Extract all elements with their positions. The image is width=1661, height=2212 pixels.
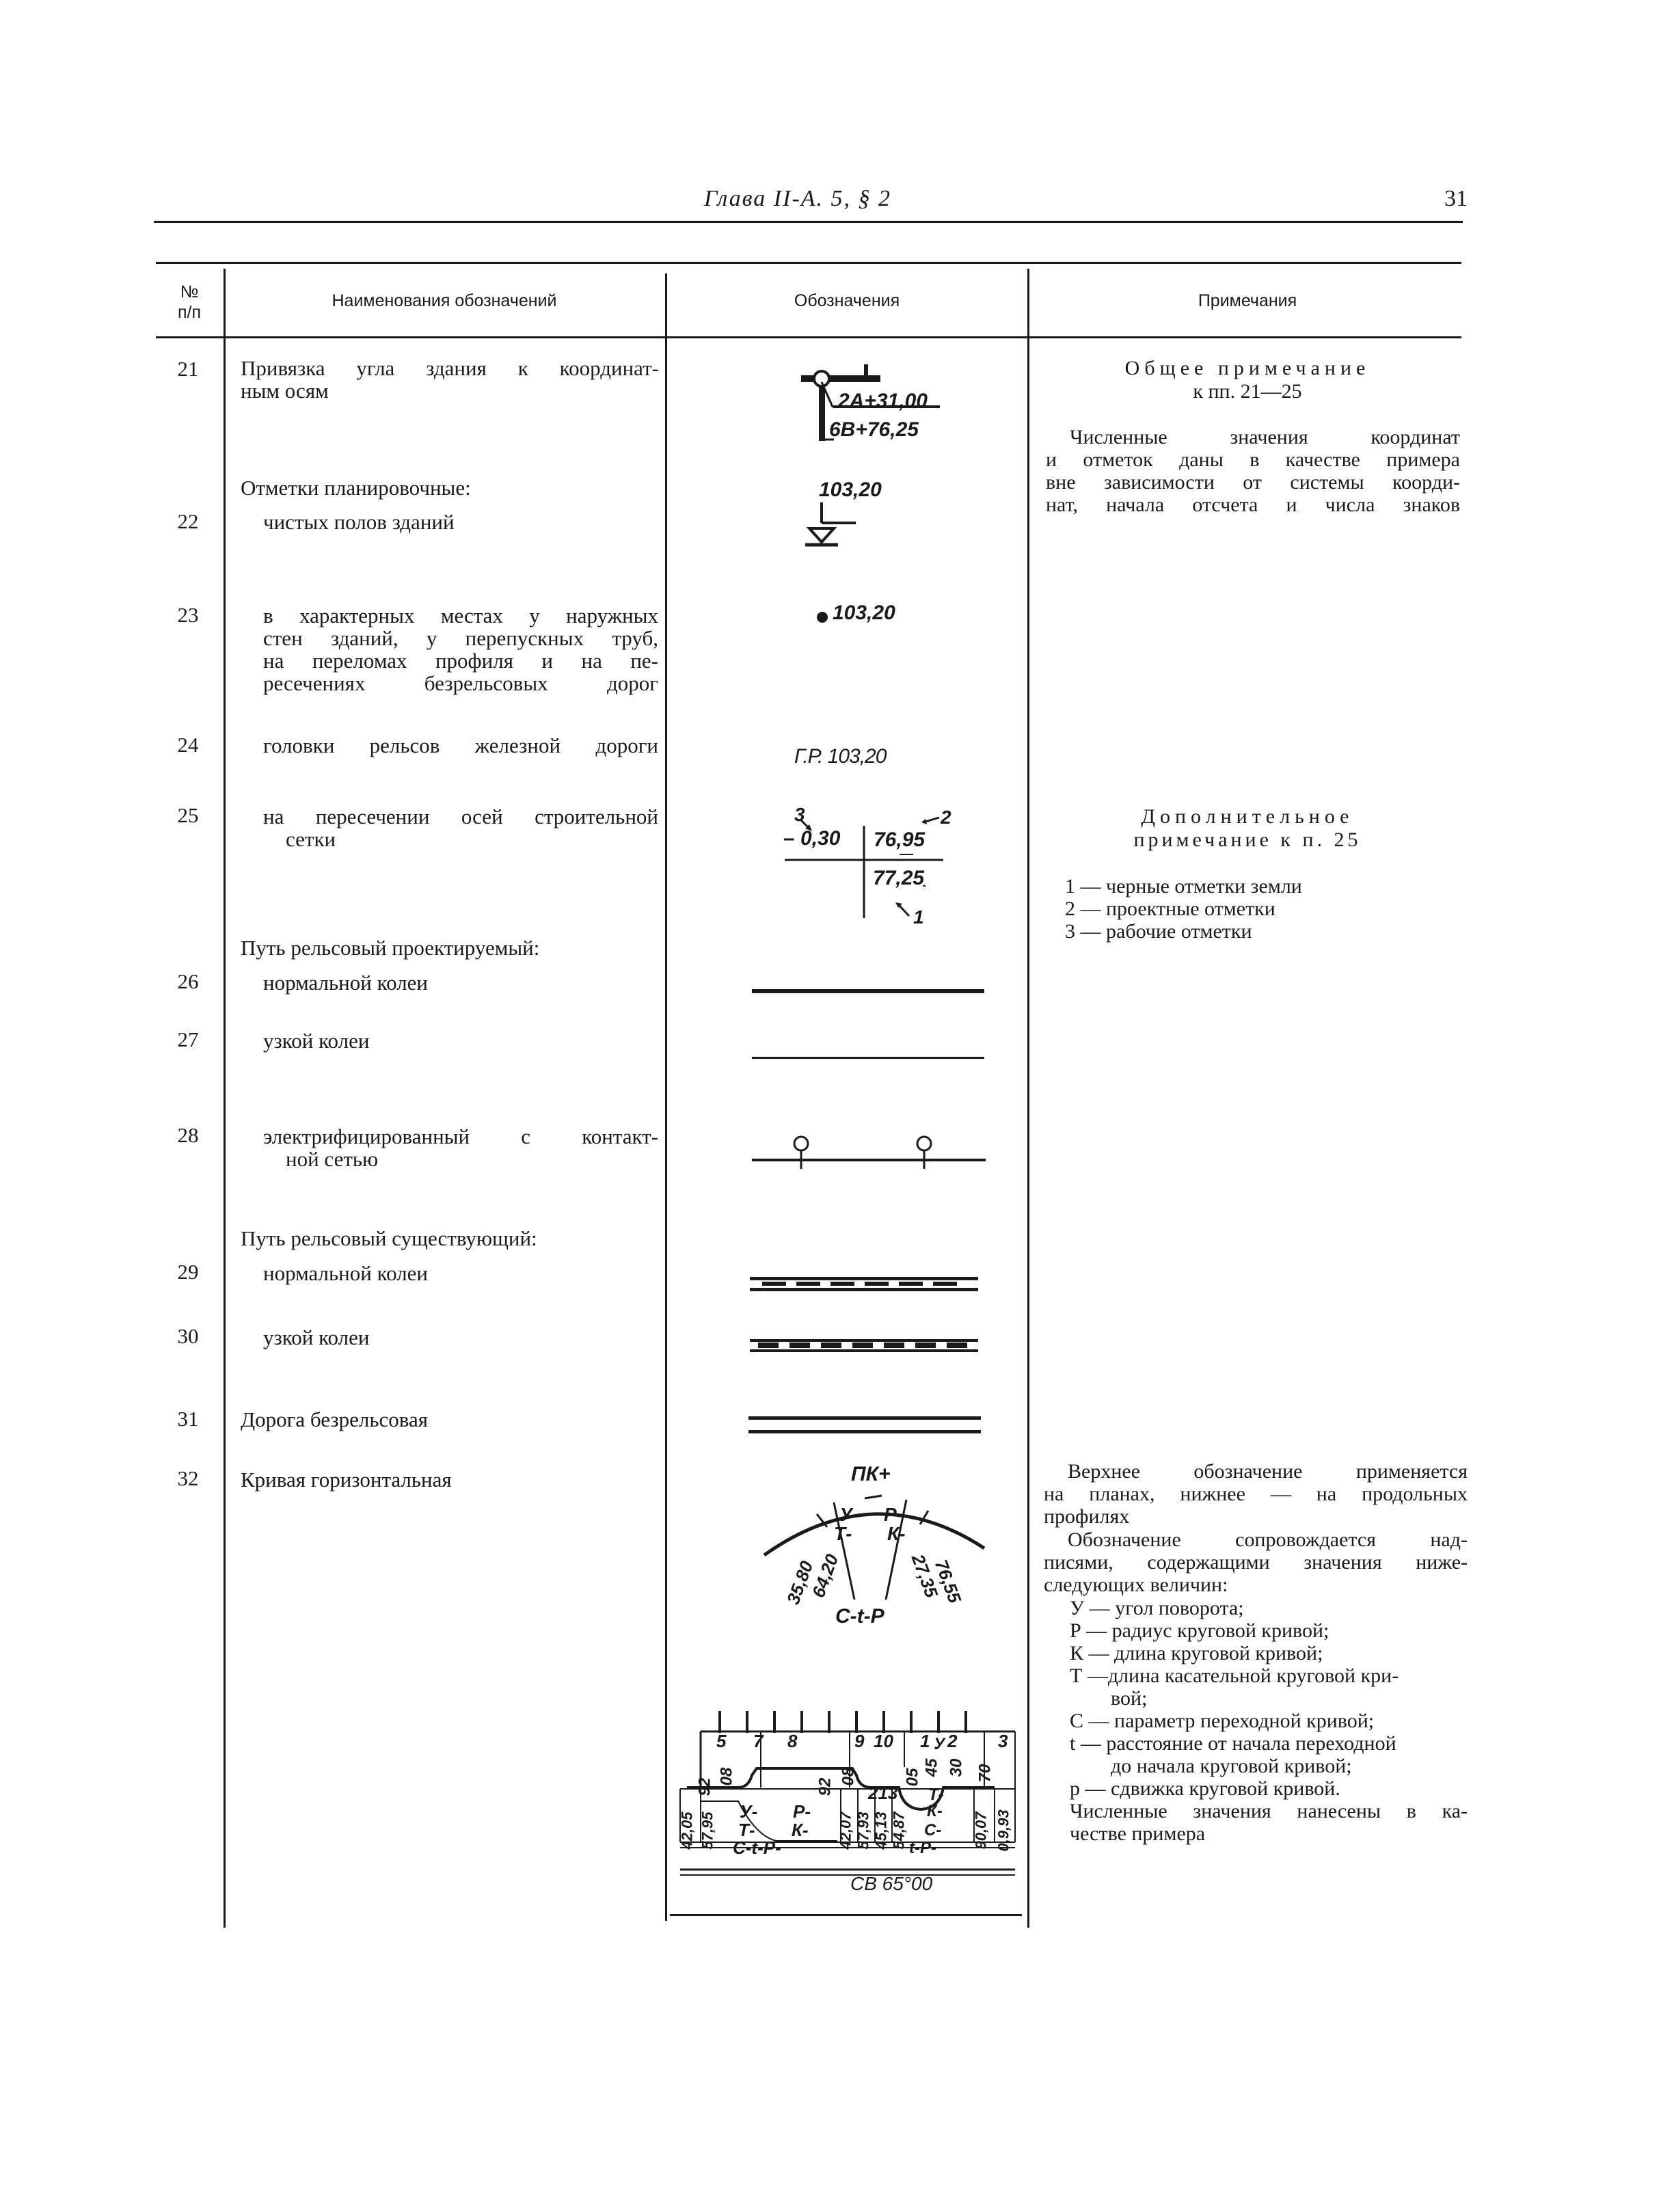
profile-k2: К-	[927, 1802, 943, 1820]
symbol-trackless-road-bottom	[748, 1430, 981, 1433]
profile-08-b: 08	[839, 1767, 858, 1786]
chapter-header: Глава II-А. 5, § 2	[704, 186, 892, 211]
col-divider-3	[1027, 269, 1029, 1928]
profile-tick-5: 5	[716, 1731, 727, 1751]
row-num-30: 30	[177, 1324, 199, 1348]
profile-45: 45	[922, 1758, 941, 1777]
profile-tick-u: У	[934, 1735, 945, 1753]
row-name-25: на пересечении осей строительной	[263, 805, 658, 828]
row-name-26: нормальной колеи	[263, 971, 428, 995]
symbol-32-val-4: 76,55	[930, 1556, 966, 1606]
row-name-28-l2: ной сетью	[286, 1147, 379, 1171]
row-name-27: узкой колеи	[263, 1029, 370, 1053]
symbol-22-mark: 103,20	[819, 478, 882, 501]
note-32-profiles: профилях	[1044, 1505, 1130, 1528]
profile-ctp: С-t-Р-	[733, 1837, 781, 1858]
profile-b1: 42,05	[678, 1811, 696, 1850]
symbol-32-pk: ПК+	[851, 1463, 891, 1485]
row-name-21-l2: ным осям	[241, 379, 329, 403]
symbol-32-r: Р-	[884, 1504, 903, 1525]
profile-b6: 54,87	[890, 1811, 908, 1850]
symbol-21-coord-top: 2А+31,00	[838, 390, 928, 412]
col-divider-2	[665, 273, 667, 1921]
symbol-rail-normal-projected	[752, 989, 984, 993]
symbol-rail-normal-existing	[748, 1274, 981, 1295]
note-extra-title: Дополнительное	[1141, 805, 1354, 828]
symbol-25-work-mark: – 0,30	[783, 827, 841, 850]
row-num-23: 23	[177, 603, 199, 627]
row-num-28: 28	[177, 1123, 199, 1147]
symbol-horizontal-curve-plan	[752, 1483, 998, 1654]
col-header-notes: Примечания	[1198, 291, 1297, 310]
profile-70: 70	[975, 1764, 995, 1783]
symbol-32-val-1: 35,80	[782, 1558, 818, 1608]
profile-b8: 0,9,93	[995, 1809, 1012, 1852]
symbol-rail-electrified	[751, 1135, 987, 1176]
group-heading-existing-rail: Путь рельсовый существующий:	[241, 1226, 537, 1250]
symbol-32-val-2: 64,20	[807, 1551, 843, 1601]
symbol-floor-level-triangle	[793, 502, 868, 549]
page-number: 31	[1444, 186, 1468, 211]
note-extra-item-2: 2 — проектные отметки	[1065, 898, 1275, 920]
group-heading-projected-rail: Путь рельсовый проектируемый:	[241, 936, 540, 960]
profile-30: 30	[947, 1758, 966, 1777]
note-general-title: Общее примечание	[1124, 357, 1370, 379]
symbol-rail-narrow-existing	[748, 1338, 981, 1354]
note-32-example-l2: честве примера	[1070, 1822, 1206, 1845]
row-name-31: Дорога безрельсовая	[241, 1407, 428, 1431]
note-32-example: Численные значения нанесены в ка-	[1070, 1800, 1468, 1822]
symbol-24-rail-head: Г.Р. 103,20	[794, 745, 887, 768]
row-name-24: головки рельсов железной дороги	[263, 733, 658, 757]
col-header-name: Наименования обозначений	[332, 291, 557, 310]
row-num-25: 25	[177, 803, 199, 827]
dot-marker-icon	[816, 611, 828, 623]
profile-u: У-	[740, 1801, 758, 1822]
row-num-22: 22	[177, 509, 199, 533]
profile-r: Р-	[793, 1801, 811, 1822]
symbol-grid-intersection	[779, 805, 957, 928]
profile-tp2: t-Р-	[909, 1839, 936, 1857]
note-extra-item-3: 3 — рабочие отметки	[1065, 920, 1252, 943]
profile-b3: 42,07	[837, 1811, 854, 1850]
note-general-subtitle: к пп. 21—25	[1193, 380, 1302, 403]
row-num-24: 24	[177, 733, 199, 757]
symbol-25-project-mark: 76,95	[874, 828, 926, 851]
profile-t2: Т-	[928, 1785, 944, 1804]
group-heading-planning-marks: Отметки планировочные:	[241, 476, 471, 500]
note-32-list: У — угол поворота; Р — радиус круговой кривой; К — длина круговой кривой; Т —длина касательной круговой кри- вой; С — параметр переходной кривой; t — расстояние от начала переходной до начала круговой кривой; р — сдвижка круговой кривой.	[1070, 1597, 1399, 1800]
profile-t: Т-	[738, 1820, 755, 1840]
profile-92-a: 92	[695, 1777, 714, 1796]
symbol-trackless-road-top	[748, 1416, 981, 1420]
row-name-28: электрифицированный с контакт-	[263, 1124, 658, 1148]
profile-b5: 45,13	[872, 1811, 890, 1850]
col-divider-1	[224, 269, 226, 1928]
note-general-body: Численные значения координат и отметок даны в качестве примера вне зависимости от системы коорди- нат, начала отсчета и числа знаков	[1046, 426, 1460, 516]
profile-c2: С-	[924, 1821, 942, 1839]
row-num-26: 26	[177, 969, 199, 993]
profile-tick-7: 7	[753, 1731, 764, 1751]
profile-tick-1: 1	[920, 1731, 930, 1751]
note-32-values: следующих величин:	[1044, 1574, 1228, 1596]
note-extra-list	[1065, 875, 1302, 943]
row-name-25-l2: сетки	[286, 827, 336, 851]
note-extra-item-1: 1 — черные отметки земли	[1065, 875, 1302, 898]
profile-sv-bearing: СВ 65°00	[850, 1873, 933, 1894]
profile-92-b: 92	[815, 1777, 835, 1796]
row-num-31: 31	[177, 1407, 199, 1431]
row-name-22: чистых полов зданий	[263, 510, 455, 534]
symbol-25-label-1: 1	[913, 906, 924, 928]
row-num-32: 32	[177, 1466, 199, 1490]
symbol-32-u: У-	[839, 1504, 859, 1525]
profile-tick-2: 2	[947, 1731, 958, 1751]
row-num-29: 29	[177, 1260, 199, 1284]
row-name-32: Кривая горизонтальная	[241, 1468, 452, 1492]
table-head-rule	[156, 336, 1461, 338]
note-32-desc: Обозначение сопровождается над- писями, содержащими значения ниже-	[1044, 1528, 1468, 1574]
symbol-32-ctp: С-t-Р	[835, 1605, 884, 1628]
profile-tick-3: 3	[998, 1731, 1008, 1751]
symbol-25-label-3: 3	[794, 804, 805, 825]
profile-k: К-	[792, 1820, 809, 1840]
row-name-30: узкой колеи	[263, 1325, 370, 1349]
symbol-32-val-3: 27,35	[907, 1551, 943, 1601]
symbol-32-t: Т-	[834, 1523, 852, 1544]
symbol-column-bottom-rule	[670, 1914, 1022, 1916]
symbol-25-black-mark: 77,25	[873, 867, 925, 889]
row-name-23: в характерных местах у наружных стен зданий, у перепускных труб, на переломах профиля и на пе- ресечениях безрельсовых дорог	[263, 604, 658, 695]
row-num-21: 21	[177, 357, 199, 381]
profile-213: 213	[868, 1783, 898, 1803]
table-top-rule	[156, 262, 1461, 264]
row-num-27: 27	[177, 1027, 199, 1051]
profile-tick-10: 10	[874, 1731, 893, 1751]
profile-08-a: 08	[717, 1767, 736, 1786]
row-name-29: нормальной колеи	[263, 1261, 428, 1285]
symbol-rail-narrow-projected	[752, 1057, 984, 1059]
row-name-21: Привязка угла здания к координат-	[241, 356, 659, 380]
symbol-21-coord-bottom: 6В+76,25	[829, 418, 919, 441]
symbol-25-label-2: 2	[941, 807, 951, 828]
note-extra-subtitle: примечание к п. 25	[1133, 828, 1362, 851]
col-header-symbol: Обозначения	[794, 291, 900, 310]
profile-b4: 57,93	[854, 1811, 872, 1850]
col-header-num: № п/п	[177, 282, 202, 322]
profile-b2: 57,95	[699, 1811, 716, 1850]
note-32-intro: Верхнее обозначение применяется на планах, нижнее — на продольных	[1044, 1460, 1468, 1505]
symbol-23-mark: 103,20	[833, 602, 895, 624]
profile-tick-9: 9	[854, 1731, 865, 1751]
symbol-32-k: К-	[887, 1523, 906, 1544]
profile-b7: 90,07	[972, 1811, 990, 1850]
profile-tick-8: 8	[787, 1731, 798, 1751]
profile-05: 05	[903, 1768, 922, 1787]
header-rule	[154, 221, 1463, 223]
